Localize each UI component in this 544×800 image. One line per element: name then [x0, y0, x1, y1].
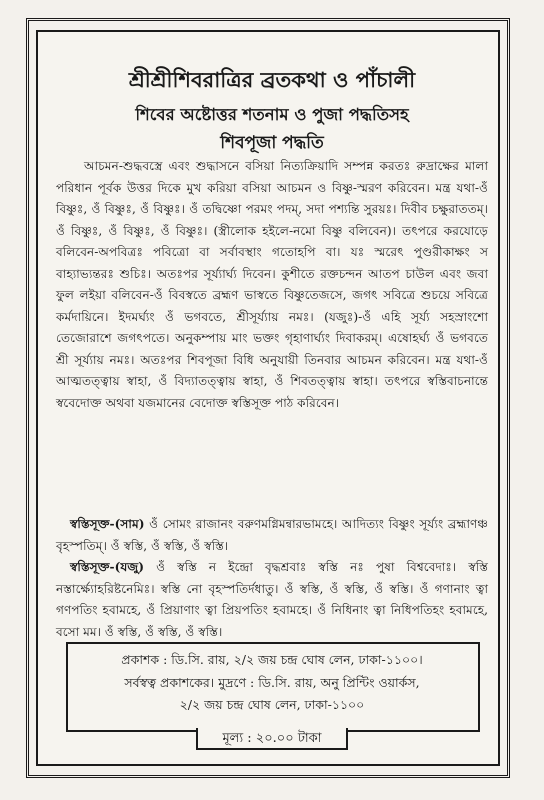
page-title: শ্রীশ্রীশিবরাত্রির ব্রতকথা ও পাঁচালী — [128, 67, 416, 92]
copyright-line: সর্বস্বত্ব প্রকাশকের। মুদ্রণে : ডি.সি. রায়, অনু প্রিন্টিং ওয়ার্কস, — [124, 675, 420, 690]
address-line: ২/২ জয় চন্দ্র ঘোষ লেন, ঢাকা-১১০০ — [179, 697, 365, 712]
section-title: শিবপূজা পদ্ধতি — [220, 133, 324, 153]
body-paragraph: আচমন-শুদ্ধবস্ত্রে এবং শুদ্ধাসনে বসিয়া নিত্যক্রিয়াদি সম্পন্ন করতঃ রুদ্রাক্ষের মালা পরিধান পূর্বক উত্তর দিকে মুখ করিয়া বসিয়া আচমন ও বিষ্ণু-স্মরণ করিবেন। মন্ত্র যথা-ওঁ বিষ্ণুঃ, ওঁ বিষ্ণুঃ, ওঁ বিষ্ণুঃ। ওঁ তদ্বিষ্ণো পরমং পদম্‌, সদা পশ্যন্তি সুরয়ঃ। দিবীব চক্ষুরাততম্‌। ওঁ বিষ্ণুঃ, ওঁ বিষ্ণুঃ, ওঁ বিষ্ণুঃ। (স্ত্রীলোক হইলে-নমো বিষ্ণু বলিবেন)। তৎপরে করযোড়ে বলিবেন-অপবিত্রঃ পবিত্রো বা সর্বাবস্থাং গতোহপি বা। যঃ স্মরেৎ পুণ্ডরীকাক্ষং স বাহ্যাভ্যন্তরঃ শুচিঃ। অতঃপর সূর্য্যার্ঘ্য দিবেন। কুশীতে রক্তচন্দন আতপ চাউল এবং জবা ফুল লইয়া বলিবেন-ওঁ বিবস্বতে ব্রহ্মণ ভাস্বতে বিষ্ণুতেজসে, জগৎ সবিত্রে শুচয়ে সবিত্রে কর্মদায়িনে। ইদমর্ঘ্যং ওঁ ভগবতে, শ্রীসূর্য্যায় নমঃ। (যজুঃ)-ওঁ এহি সূর্য্য সহস্রাংশো তেজোরাশে জগৎপতে। অনুকম্পায় মাং ভক্তং গৃহাণার্ঘ্যং দিবাকরম্‌। এষোহর্ঘ্য ওঁ ভগবতে শ্রী সূর্য্যায় নমঃ। অতঃপর শিবপূজা বিধি অনুযায়ী তিনবার আচমন করিবেন। মন্ত্র যথা-ওঁ আত্মতত্ত্বায় স্বাহা, ওঁ বিদ্যাতত্ত্বায় স্বাহা, ওঁ শিবতত্ত্বায় স্বাহা। তৎপরে স্বস্তিবাচনান্তে স্ববেদোক্ত অথবা যজমানের বেদোক্ত স্বস্তিসূক্ত পাঠ করিবেন। — [56, 159, 488, 410]
mantra-label: স্বস্তিসূক্ত-(সাম) — [70, 517, 145, 531]
mantra-text: ওঁ স্বস্তি ন ইন্দ্রো বৃদ্ধশ্রবাঃ স্বস্তি নঃ পুষা বিশ্ববেদাঃ। স্বস্তি নস্তার্ক্ষ্যোহরিষ্টনেমিঃ। স্বস্তি নো বৃহস্পতির্দধাতু। ওঁ স্বস্তি, ওঁ স্বস্তি, ওঁ স্বস্তি। ওঁ গণানাং ত্বা গণপতিং হবামহে, ওঁ প্রিয়াণাং ত্বা প্রিয়পতিং হবামহে। ওঁ নিধিনাং ত্বা নিধিপতিহং হবামহে, বসো মম। ওঁ স্বস্তি, ওঁ স্বস্তি, ওঁ স্বস্তি। — [56, 560, 488, 639]
mantra-yaju — [56, 557, 488, 643]
page-subtitle: শিবের অষ্টোত্তর শতনাম ও পুজা পদ্ধতিসহ — [135, 105, 409, 124]
price-label: মূল্য : ২০.০০ টাকা — [222, 731, 322, 746]
mantra-sama — [56, 514, 488, 557]
publisher-line: প্রকাশক : ডি.সি. রায়, ২/২ জয় চন্দ্র ঘোষ লেন, ঢাকা-১১০০। — [121, 652, 423, 667]
mantra-section — [56, 514, 488, 643]
mantra-label: স্বস্তিসূক্ত-(যজু) — [70, 560, 145, 574]
mantra-text: ওঁ সোমং রাজানং বরুণমগ্নিমন্বারভামহে। আদিত্যং বিষ্ণুং সূর্য্যং ব্রহ্মাণঞ্চ বৃহস্পতিম্‌। ওঁ স্বস্তি, ওঁ স্বস্তি, ওঁ স্বস্তি। — [56, 517, 488, 553]
